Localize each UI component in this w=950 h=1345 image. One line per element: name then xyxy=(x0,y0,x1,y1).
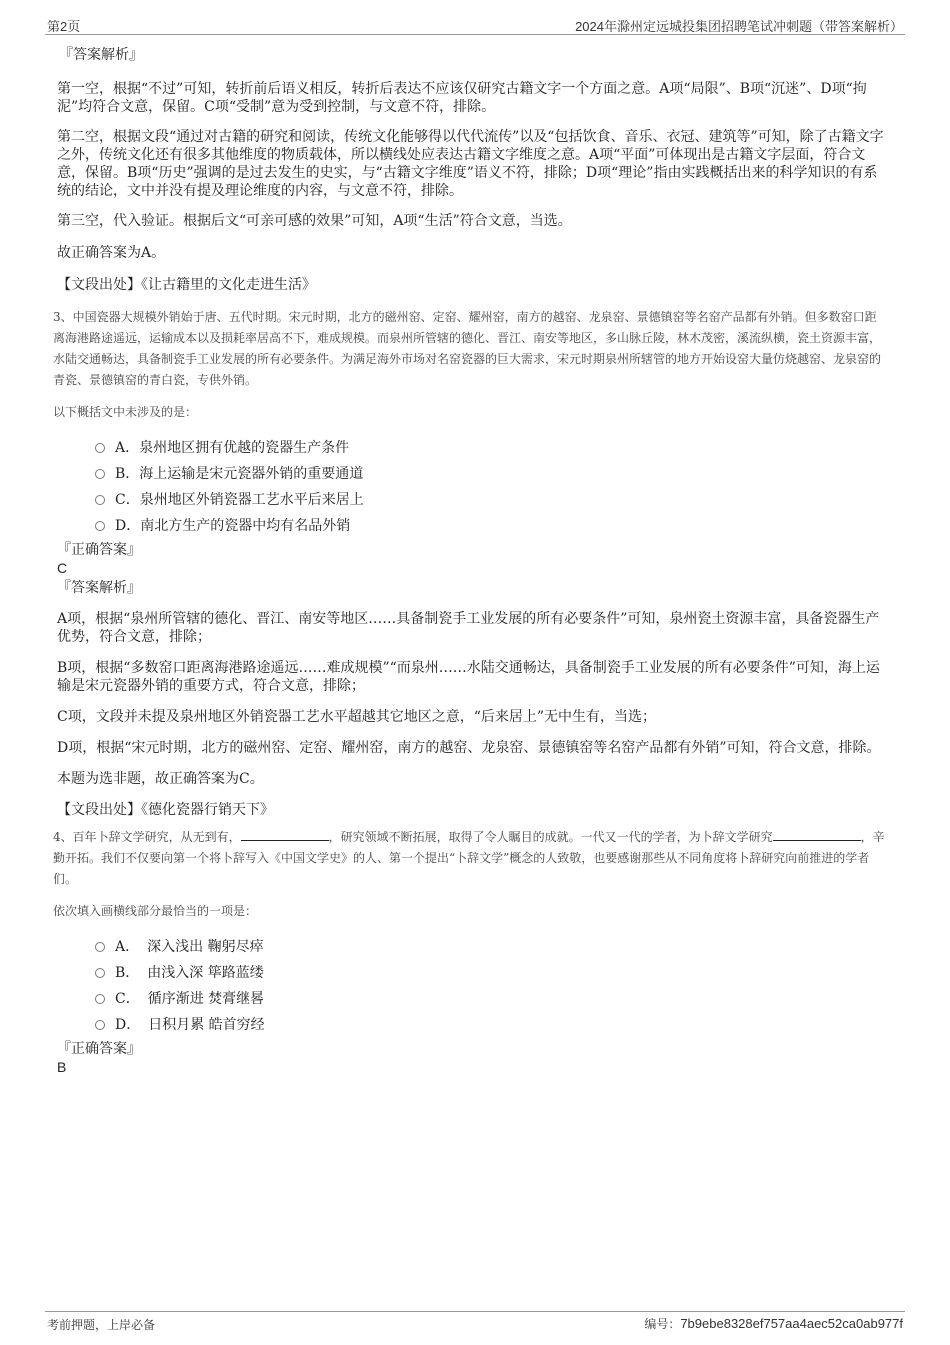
analysis-label: 『答案解析』 xyxy=(59,47,143,63)
analysis-option-d: D项，根据“宋元时期，北方的磁州窑、定窑、耀州窑，南方的越窑、龙泉窑、景德镇窑等名窑产品都有外销”可知，符合文意，排除。 xyxy=(57,740,881,756)
radio-icon[interactable] xyxy=(95,495,105,505)
option-b[interactable]: B．海上运输是宋元瓷器外销的重要通道 xyxy=(95,461,887,487)
answer-label: 『正确答案』 xyxy=(57,1041,141,1057)
question-3-text: 3、中国瓷器大规模外销始于唐、五代时期。宋元时期，北方的磁州窑、定窑、耀州窑，南方的越窑、龙泉窑、景德镇窑等名窑产品都有外销。但多数窑口距离海港路途遥远，运输成本以及损耗率居高不下，难成规模。而泉州所管辖的德化、晋江、南安等地区，多山脉丘陵，林木茂密，溪流纵横，瓷土资源丰富，水陆交通畅达，具备制瓷手工业发展的所有必要条件。为满足海外市场对名窑瓷器的巨大需求，宋元时期泉州所辖管的地方开始设窑大量仿烧越窑、龙泉窑的青瓷、景德镇窑的青白瓷，专供外销。 xyxy=(53,310,882,387)
document-code: 编号：7b9ebe8328ef757aa4aec52ca0ab977f xyxy=(644,1316,903,1331)
blank-1 xyxy=(241,828,329,841)
source-citation: 【文段出处】《德化瓷器行销天下》 xyxy=(57,802,274,818)
document-title: 2024年滁州定远城投集团招聘笔试冲刺题（带答案解析） xyxy=(575,19,903,34)
radio-icon[interactable] xyxy=(95,942,105,952)
radio-icon[interactable] xyxy=(95,521,105,531)
analysis-conclusion: 本题为选非题，故正确答案为C。 xyxy=(57,771,264,787)
question-4-prompt: 依次填入画横线部分最恰当的一项是： xyxy=(53,904,258,918)
source-citation: 【文段出处】《让古籍里的文化走进生活》 xyxy=(57,277,316,293)
blank-2 xyxy=(773,828,861,841)
analysis-paragraph-3: 第三空，代入验证。根据后文“可亲可感的效果”可知，A项“生活”符合文意，当选。 xyxy=(57,213,572,229)
option-c[interactable]: C． 循序渐进 焚膏继晷 xyxy=(95,986,887,1012)
page-footer xyxy=(45,1311,905,1334)
question-4-text: 4、百年卜辞文学研究，从无到有， ，研究领域不断拓展，取得了令人瞩目的成就。一代又一代的学者，为卜辞文学研究 ，辛勤开拓。我们不仅要向第一个将卜辞写入《中国文学史》的人、第一个提出“卜辞文学”概念的人致敬，也要感谢那些从不同角度将卜辞研究向前推进的学者们。 xyxy=(53,830,885,886)
answer-value: C xyxy=(57,560,68,576)
option-d[interactable]: D． 日积月累 皓首穷经 xyxy=(95,1012,887,1038)
radio-icon[interactable] xyxy=(95,469,105,479)
radio-icon[interactable] xyxy=(95,443,105,453)
option-c[interactable]: C．泉州地区外销瓷器工艺水平后来居上 xyxy=(95,487,887,513)
analysis-conclusion: 故正确答案为A。 xyxy=(57,245,166,261)
analysis-paragraph-1: 第一空，根据“不过”可知，转折前后语义相反，转折后表达不应该仅研究古籍文字一个方面之意。A项“局限”、B项“沉迷”、D项“拘泥”均符合文意，保留。C项“受制”意为受到控制，与文意不符，排除。 xyxy=(57,81,867,115)
analysis-label: 『答案解析』 xyxy=(57,580,141,596)
option-b[interactable]: B． 由浅入深 筚路蓝缕 xyxy=(95,960,887,986)
analysis-option-c: C项，文段并未提及泉州地区外销瓷器工艺水平超越其它地区之意，“后来居上”无中生有，当选； xyxy=(57,709,657,725)
analysis-option-a: A项，根据“泉州所管辖的德化、晋江、南安等地区……具备制瓷手工业发展的所有必要条件”可知，泉州瓷土资源丰富，具备瓷器生产优势，符合文意，排除； xyxy=(57,611,880,645)
option-a[interactable]: A． 深入浅出 鞠躬尽瘁 xyxy=(95,934,887,960)
radio-icon[interactable] xyxy=(95,968,105,978)
analysis-option-b: B项，根据“多数窑口距离海港路途遥远……难成规模”“而泉州……水陆交通畅达，具备制瓷手工业发展的所有必要条件”可知，海上运输是宋元瓷器外销的重要方式，符合文意，排除； xyxy=(57,660,880,694)
page-number: 第2页 xyxy=(47,19,81,34)
answer-value: B xyxy=(57,1059,67,1075)
question-3-options xyxy=(95,435,887,539)
option-a[interactable]: A．泉州地区拥有优越的瓷器生产条件 xyxy=(95,435,887,461)
analysis-paragraph-2: 第二空，根据文段“通过对古籍的研究和阅读，传统文化能够得以代代流传”以及“包括饮食、音乐、衣冠、建筑等”可知，除了古籍文字之外，传统文化还有很多其他维度的物质载体，所以横线处应表达古籍文字维度之意。A项“平面”可体现出是古籍文字层面，符合文意，保留。B项“历史”强调的是过去发生的史实，与“古籍文字维度”语义不符，排除；D项“理论”指由实践概括出来的科学知识的有系统的结论，文中并没有提及理论维度的内容，与文意不符，排除。 xyxy=(57,129,884,199)
footer-slogan: 考前押题，上岸必备 xyxy=(47,1318,156,1332)
question-4-options xyxy=(95,934,887,1038)
main-content xyxy=(53,46,887,1076)
question-3-prompt: 以下概括文中未涉及的是： xyxy=(53,405,198,419)
answer-label: 『正确答案』 xyxy=(57,542,141,558)
radio-icon[interactable] xyxy=(95,1020,105,1030)
radio-icon[interactable] xyxy=(95,994,105,1004)
page-header xyxy=(45,14,905,35)
option-d[interactable]: D．南北方生产的瓷器中均有名品外销 xyxy=(95,513,887,539)
